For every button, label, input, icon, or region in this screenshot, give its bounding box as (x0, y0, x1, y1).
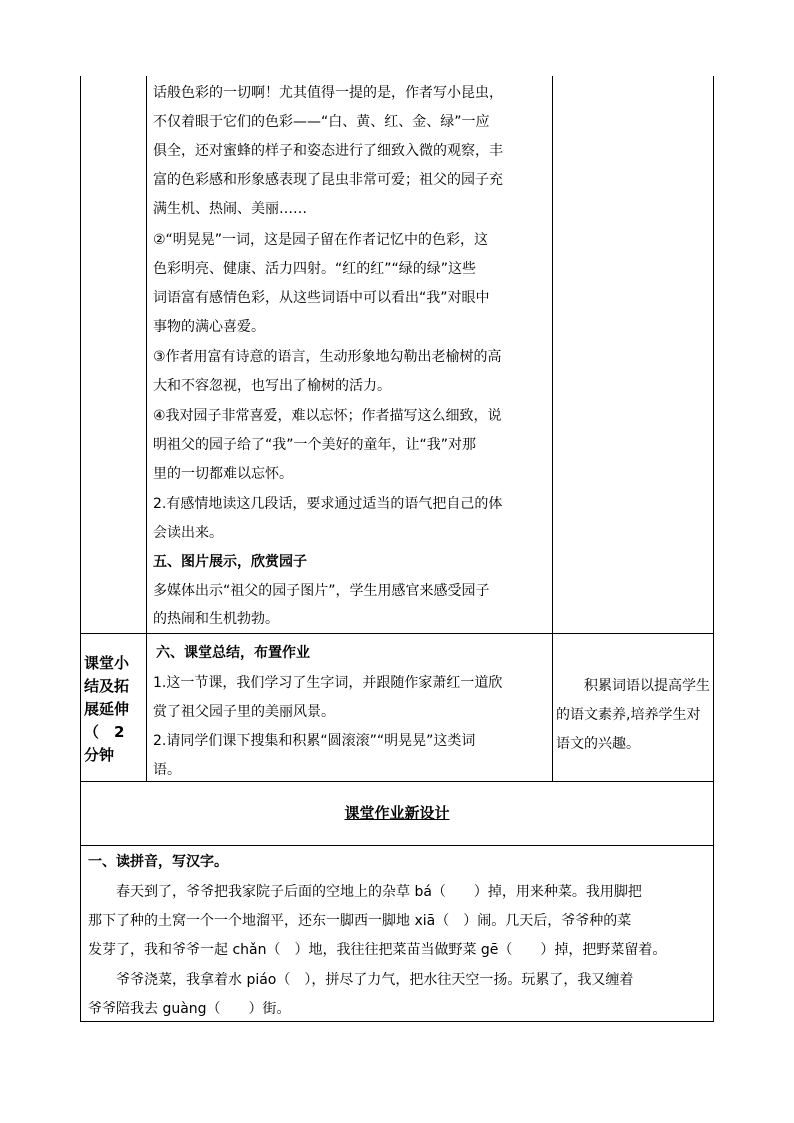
summary-line: 1.这一节课，我们学习了生字词，并跟随作家萧红一道欣 (153, 675, 503, 691)
content-line: 2.有感情地读这几段话，要求通过适当的语气把自己的体 (153, 496, 503, 512)
section-heading: 五、图片展示，欣赏园子 (153, 554, 307, 570)
content-line: 俱全，还对蜜蜂的样子和姿态进行了细致入微的观察，丰 (153, 143, 503, 159)
content-line: ②“明晃晃”一词，这是园子留在作者记忆中的色彩，这 (153, 232, 489, 248)
homework-line: 春天到了，爷爷把我家院子后面的空地上的杂草 bá（ ）掉，用来种菜。我用脚把 (116, 884, 642, 900)
content-line: 话般色彩的一切啊！尤其值得一提的是，作者写小昆虫， (153, 85, 503, 101)
summary-line: 赏了祖父园子里的美丽风景。 (153, 704, 335, 720)
row-divider-homework-body (80, 845, 714, 846)
content-line: 不仅着眼于它们的色彩——“白、黄、红、金、绿”一应 (153, 114, 490, 130)
summary-line: 2.请同学们课下搜集和积累“圆滚滚”“明晃晃”这类词 (153, 733, 476, 749)
content-line: 大和不容忽视，也写出了榆树的活力。 (153, 378, 391, 394)
homework-title: 课堂作业新设计 (344, 804, 450, 822)
label-line: （ 2 (84, 723, 125, 741)
content-line: 多媒体出示“祖父的园子图片”，学生用感官来感受园子 (153, 583, 490, 599)
content-line: 里的一切都难以忘怀。 (153, 466, 293, 482)
homework-line: 发芽了，我和爷爷一起 chǎn（ ）地，我往往把菜苗当做野菜 gē（ ）掉，把野菜留着。 (88, 942, 667, 958)
content-line: 色彩明亮、健康、活力四射。“红的红”“绿的绿”这些 (153, 261, 477, 277)
homework-line: 爷爷浇菜，我拿着水 piáo（ ），拼尽了力气，把水往天空一扬。玩累了，我又缠着 (116, 972, 634, 988)
content-line: 满生机、热闹、美丽…… (153, 201, 307, 217)
summary-row-label (84, 652, 144, 767)
homework-section-heading: 一、读拼音，写汉字。 (88, 854, 228, 870)
table-col-divider-2 (552, 76, 553, 782)
summary-note: 积累词语以提高学生的语文素养,培养学生对语文的兴趣。 (556, 678, 710, 752)
summary-line: 语。 (153, 762, 181, 778)
table-col-divider-1 (146, 76, 147, 782)
label-line: 分钟 (84, 746, 115, 764)
summary-heading: 六、课堂总结，布置作业 (156, 645, 310, 661)
homework-line: 那下了种的土窝一个一个地溜平，还东一脚西一脚地 xiā（ ）闹。几天后，爷爷种的菜 (88, 913, 632, 929)
label-line: 展延伸 (84, 700, 130, 718)
label-line: 结及拓 (84, 677, 130, 695)
content-line: ③作者用富有诗意的语言，生动形象地勾勒出老榆树的高 (153, 349, 502, 365)
homework-line: 爷爷陪我去 guàng（ ）街。 (88, 1001, 291, 1017)
table-right-border (713, 76, 714, 1022)
content-line: 会读出来。 (153, 525, 223, 541)
label-line: 课堂小 (84, 654, 130, 672)
content-line: 明祖父的园子给了“我”一个美好的童年，让“我”对那 (153, 437, 477, 453)
content-line: 事物的满心喜爱。 (153, 319, 265, 335)
content-line: 的热闹和生机勃勃。 (153, 611, 279, 627)
table-left-border (80, 76, 81, 1022)
content-line: ④我对园子非常喜爱，难以忘怀；作者描写这么细致，说 (153, 408, 502, 424)
content-line: 富的色彩感和形象感表现了昆虫非常可爱；祖父的园子充 (153, 172, 503, 188)
content-line: 词语富有感情色彩，从这些词语中可以看出“我”对眼中 (153, 290, 490, 306)
